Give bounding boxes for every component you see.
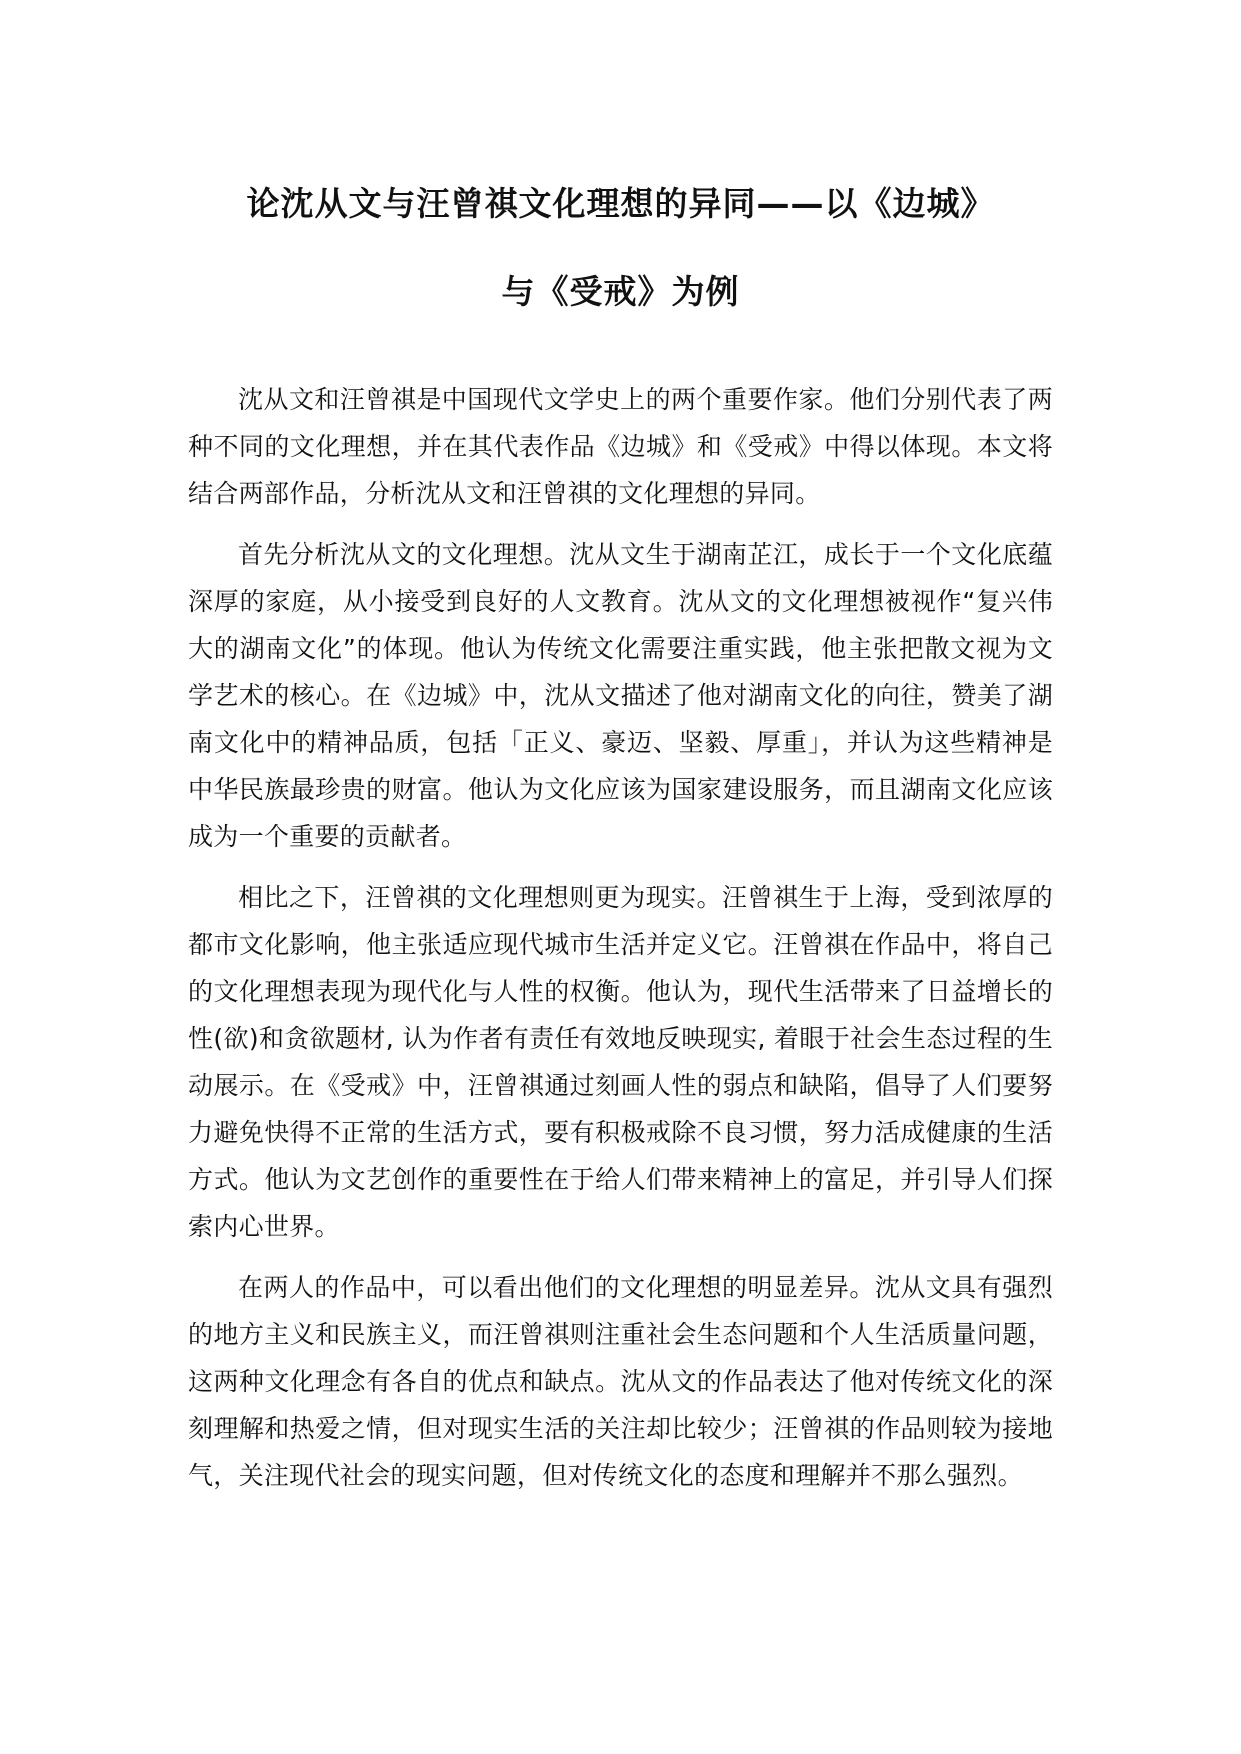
paragraph-intro: 沈从文和汪曾祺是中国现代文学史上的两个重要作家。他们分别代表了两种不同的文化理想，并在其代表作品《边城》和《受戒》中得以体现。本文将结合两部作品，分析沈从文和汪曾祺的文化理想的异同。: [188, 385, 1053, 508]
title-line-1: 论沈从文与汪曾祺文化理想的异同——以《边城》: [246, 184, 995, 223]
paragraph-comparison: 在两人的作品中，可以看出他们的文化理想的明显差异。沈从文具有强烈的地方主义和民族主义，而汪曾祺则注重社会生态问题和个人生活质量问题，这两种文化理念有各自的优点和缺点。沈从文的作品表达了他对传统文化的深刻理解和热爱之情，但对现实生活的关注却比较少；汪曾祺的作品则较为接地气，关注现代社会的现实问题，但对传统文化的态度和理解并不那么强烈。: [188, 1273, 1053, 1490]
document-body: [188, 376, 1053, 1513]
title-line-2: 与《受戒》为例: [501, 272, 740, 311]
paragraph-wang-zengqi: 相比之下，汪曾祺的文化理想则更为现实。汪曾祺生于上海，受到浓厚的都市文化影响，他主张适应现代城市生活并定义它。汪曾祺在作品中，将自己的文化理想表现为现代化与人性的权衡。他认为，现代生活带来了日益增长的性(欲)和贪欲题材, 认为作者有责任有效地反映现实, 着眼于社会生态过程的生动展示。在《受戒》中，汪曾祺通过刻画人性的弱点和缺陷，倡导了人们要努力避免快得不正常的生活方式，要有积极戒除不良习惯，努力活成健康的生活方式。他认为文艺创作的重要性在于给人们带来精神上的富足，并引导人们探索内心世界。: [188, 883, 1053, 1241]
paragraph-shen-congwen: 首先分析沈从文的文化理想。沈从文生于湖南芷江，成长于一个文化底蕴深厚的家庭，从小接受到良好的人文教育。沈从文的文化理想被视作“复兴伟大的湖南文化”的体现。他认为传统文化需要注重实践，他主张把散文视为文学艺术的核心。在《边城》中，沈从文描述了他对湖南文化的向往，赞美了湖南文化中的精神品质，包括「正义、豪迈、坚毅、厚重」，并认为这些精神是中华民族最珍贵的财富。他认为文化应该为国家建设服务，而且湖南文化应该成为一个重要的贡献者。: [188, 540, 1053, 851]
document-title: [150, 160, 1091, 336]
